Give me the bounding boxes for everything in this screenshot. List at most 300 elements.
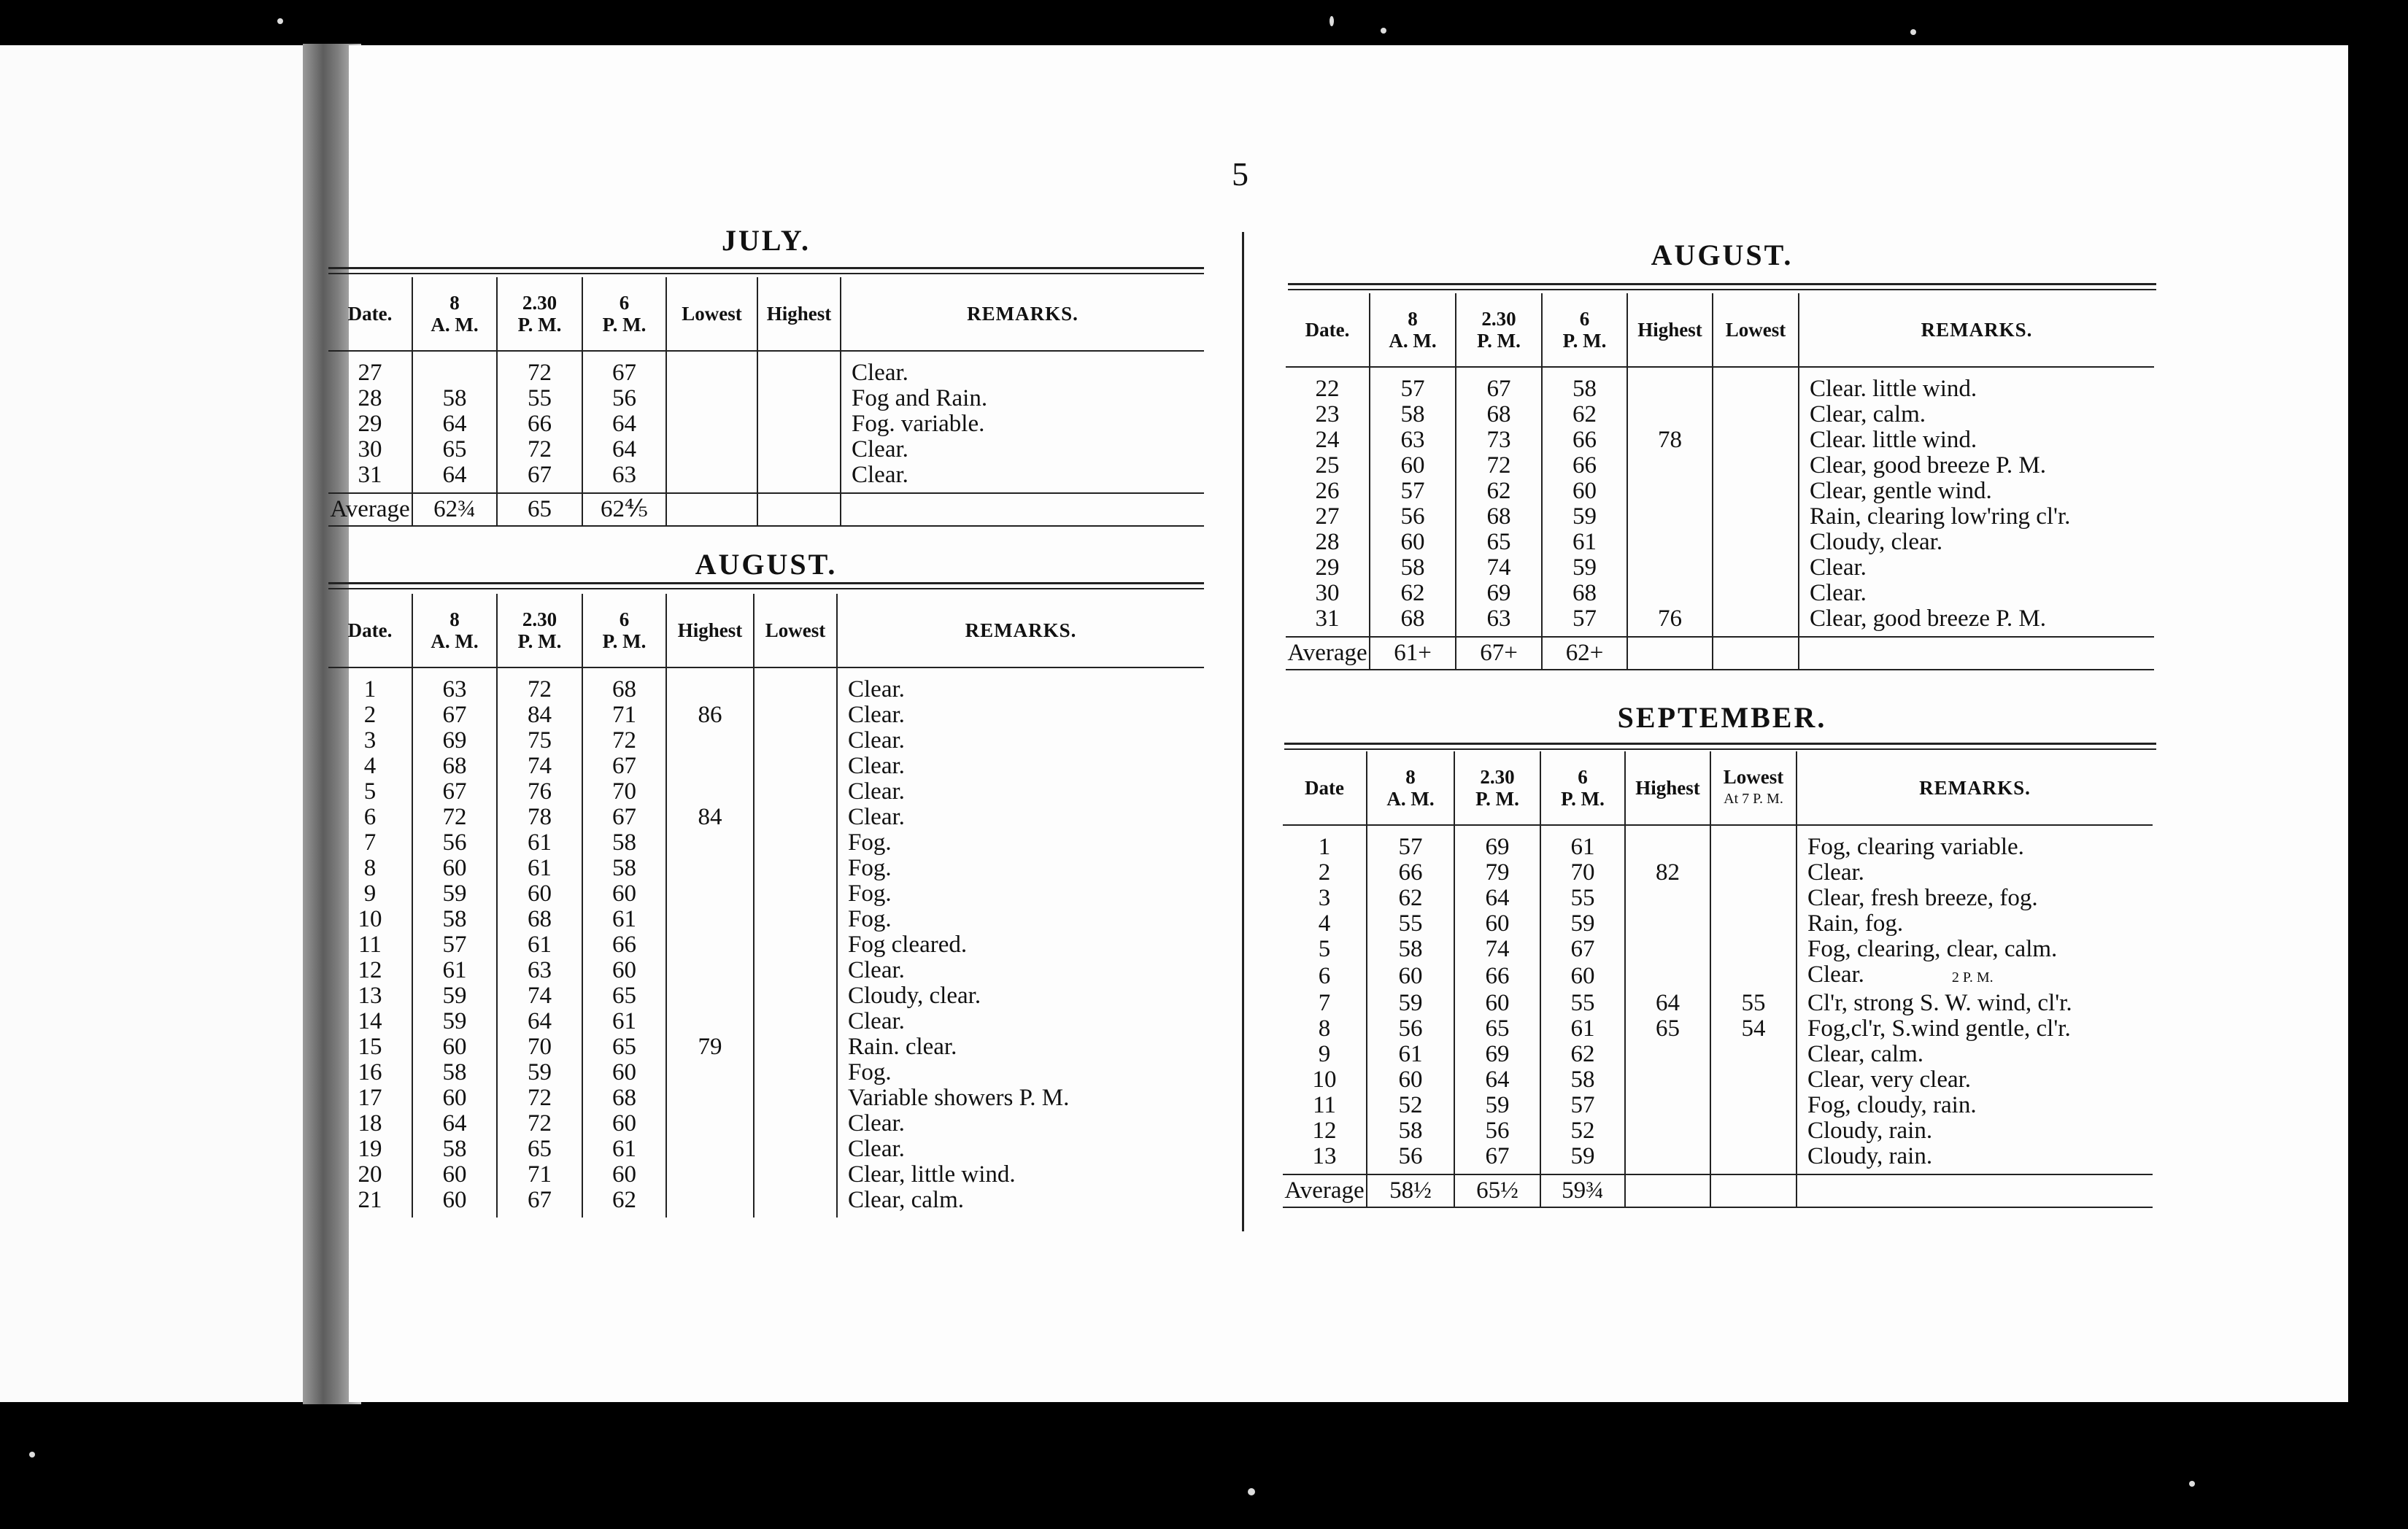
date-cell: 8 xyxy=(1283,1016,1367,1042)
table-row xyxy=(1283,1118,2153,1144)
eve-cell: 68 xyxy=(582,1085,666,1111)
july-grid xyxy=(328,277,1204,527)
c4-cell xyxy=(666,386,757,411)
pm-cell: 72 xyxy=(497,437,582,462)
c5-cell xyxy=(754,856,837,881)
c5-cell xyxy=(1713,427,1799,453)
am-cell: 68 xyxy=(1370,606,1456,637)
average-eve: 62⅘ xyxy=(582,493,666,526)
remarks-cell xyxy=(1797,1118,2153,1144)
am-cell: 59 xyxy=(412,983,497,1009)
table-row xyxy=(328,907,1204,932)
col4-header xyxy=(666,594,754,667)
c5-cell xyxy=(754,1111,837,1137)
c5-cell xyxy=(1713,367,1799,402)
c4-cell xyxy=(1625,1067,1710,1093)
am-cell: 59 xyxy=(412,881,497,907)
am-cell: 60 xyxy=(1370,453,1456,479)
am-cell: 58 xyxy=(412,1137,497,1162)
col5-header xyxy=(754,594,837,667)
remarks-text: Fog cleared. xyxy=(848,932,968,958)
table-row xyxy=(328,1009,1204,1034)
col5-header xyxy=(1713,293,1799,367)
remarks-cell xyxy=(837,1085,1204,1111)
remarks-cell xyxy=(1799,367,2154,402)
am-cell: 58 xyxy=(1367,937,1454,962)
c4-cell xyxy=(1625,1118,1710,1144)
pm-cell: 66 xyxy=(497,411,582,437)
c4-cell xyxy=(666,351,757,386)
remarks-text: Clear. xyxy=(848,957,905,983)
pm-cell: 76 xyxy=(497,779,582,805)
date-cell: 4 xyxy=(328,754,412,779)
pm-header-line1: 2.30 xyxy=(1481,308,1516,330)
date-cell: 21 xyxy=(328,1188,412,1218)
table-row xyxy=(1283,1016,2153,1042)
pm-cell: 67 xyxy=(1456,367,1542,402)
am-cell: 60 xyxy=(1370,530,1456,555)
remarks-cell xyxy=(841,351,1204,386)
am-cell: 62 xyxy=(1367,886,1454,911)
date-cell: 27 xyxy=(1286,504,1370,530)
remarks-cell xyxy=(837,702,1204,728)
pm-cell: 64 xyxy=(497,1009,582,1034)
remarks-text: Clear, good breeze P. M. xyxy=(1810,452,2047,479)
date-cell: 11 xyxy=(1283,1093,1367,1118)
eve-cell: 66 xyxy=(1542,453,1627,479)
eve-cell: 70 xyxy=(582,779,666,805)
eve-cell: 66 xyxy=(582,932,666,958)
eve-cell: 65 xyxy=(582,1034,666,1060)
pm-cell: 72 xyxy=(497,1111,582,1137)
header-row xyxy=(328,277,1204,351)
remarks-text: Fog and Rain. xyxy=(852,385,988,411)
c4-cell xyxy=(666,411,757,437)
table-row xyxy=(328,1137,1204,1162)
eve-cell: 61 xyxy=(1540,1016,1625,1042)
col5-header xyxy=(1710,751,1797,825)
remarks-cell xyxy=(837,907,1204,932)
august-left-title: AUGUST. xyxy=(695,548,838,581)
august-right-rule xyxy=(1288,283,2156,285)
c5-cell xyxy=(1710,1144,1797,1174)
pm-header-line1: 2.30 xyxy=(522,292,557,314)
remarks-text: Fog. xyxy=(848,829,892,856)
pm-cell: 84 xyxy=(497,702,582,728)
c4-cell: 76 xyxy=(1627,606,1713,637)
am-cell: 57 xyxy=(1367,825,1454,860)
c4-cell xyxy=(666,1162,754,1188)
am-cell: 58 xyxy=(1370,555,1456,581)
c4-cell xyxy=(1625,886,1710,911)
date-cell: 15 xyxy=(328,1034,412,1060)
remarks-text: Rain, fog. xyxy=(1807,910,1904,937)
date-cell: 20 xyxy=(328,1162,412,1188)
table-row xyxy=(1283,911,2153,937)
remarks-text: Clear. xyxy=(852,462,908,488)
remarks-cell xyxy=(837,932,1204,958)
c5-cell xyxy=(754,1188,837,1218)
pm-cell: 78 xyxy=(497,805,582,830)
remarks-cell xyxy=(1797,937,2153,962)
c4-cell xyxy=(666,667,754,702)
average-blank xyxy=(666,493,757,526)
pm-cell: 65 xyxy=(497,1137,582,1162)
am-cell: 55 xyxy=(1367,911,1454,937)
remarks-text: Rain. clear. xyxy=(848,1034,957,1060)
table-row xyxy=(328,462,1204,493)
eve-header xyxy=(1542,293,1627,367)
pm-cell: 62 xyxy=(1456,479,1542,504)
c4-cell xyxy=(1625,937,1710,962)
remarks-text: Fog. xyxy=(848,906,892,932)
eve-cell: 67 xyxy=(582,351,666,386)
table-row xyxy=(1286,555,2154,581)
september-title: SEPTEMBER. xyxy=(1617,701,1827,734)
remarks-cell xyxy=(1799,530,2154,555)
eve-cell: 60 xyxy=(582,1060,666,1085)
date-cell: 13 xyxy=(1283,1144,1367,1174)
eve-header-line1: 6 xyxy=(1579,308,1590,330)
eve-header xyxy=(582,594,666,667)
pm-cell: 63 xyxy=(497,958,582,983)
pm-cell: 60 xyxy=(497,881,582,907)
eve-cell: 61 xyxy=(1542,530,1627,555)
remarks-text: Fog,cl'r, S.wind gentle, cl'r. xyxy=(1807,1015,2071,1042)
c5-cell xyxy=(1710,1042,1797,1067)
remarks-text: Clear, very clear. xyxy=(1807,1067,1972,1093)
eve-header-line2: P. M. xyxy=(602,314,647,336)
remarks-text: Clear. xyxy=(852,436,908,462)
c4-cell: 64 xyxy=(1625,991,1710,1016)
table-row xyxy=(328,1111,1204,1137)
am-cell: 68 xyxy=(412,754,497,779)
c4-cell xyxy=(666,1188,754,1218)
c5-cell xyxy=(1713,402,1799,427)
remarks-text: Clear. xyxy=(848,1110,905,1137)
pm-cell: 74 xyxy=(1454,937,1540,962)
table-row xyxy=(1286,367,2154,402)
am-header-line2: A. M. xyxy=(1386,788,1435,810)
date-header-line1: Date. xyxy=(347,303,393,325)
c5-cell xyxy=(1713,453,1799,479)
col5-header-line1: Lowest xyxy=(1725,319,1786,341)
date-cell: 28 xyxy=(1286,530,1370,555)
average-blank xyxy=(1627,637,1713,670)
col4-header-line1: Highest xyxy=(1635,777,1700,799)
eve-cell: 68 xyxy=(582,667,666,702)
eve-cell: 60 xyxy=(1542,479,1627,504)
august-left-rule-2 xyxy=(328,588,1204,589)
remarks-header-line1: REMARKS. xyxy=(967,303,1078,325)
table-row xyxy=(1286,427,2154,453)
pm-cell: 68 xyxy=(1456,402,1542,427)
c4-cell xyxy=(1627,453,1713,479)
c5-cell xyxy=(754,932,837,958)
c4-cell: 65 xyxy=(1625,1016,1710,1042)
remarks-cell xyxy=(841,437,1204,462)
date-cell: 4 xyxy=(1283,911,1367,937)
eve-cell: 70 xyxy=(1540,860,1625,886)
remarks-cell xyxy=(837,728,1204,754)
c5-cell xyxy=(1710,1093,1797,1118)
date-cell: 31 xyxy=(328,462,412,493)
c4-cell xyxy=(1627,555,1713,581)
pm-header xyxy=(497,277,582,351)
table-row xyxy=(1283,886,2153,911)
am-cell: 56 xyxy=(1370,504,1456,530)
am-cell: 56 xyxy=(1367,1016,1454,1042)
am-cell: 64 xyxy=(412,411,497,437)
remarks-cell xyxy=(1799,555,2154,581)
average-blank xyxy=(1799,637,2154,670)
eve-cell: 61 xyxy=(582,1009,666,1034)
average-pm: 67+ xyxy=(1456,637,1542,670)
remarks-text: Clear. xyxy=(848,753,905,779)
august-right-title: AUGUST. xyxy=(1651,239,1794,271)
remarks-text: Clear. xyxy=(848,702,905,728)
eve-cell: 58 xyxy=(1540,1067,1625,1093)
pm-cell: 69 xyxy=(1454,1042,1540,1067)
am-cell: 67 xyxy=(412,702,497,728)
average-row xyxy=(328,493,1204,526)
c5-cell xyxy=(754,1085,837,1111)
date-cell: 28 xyxy=(328,386,412,411)
eve-cell: 55 xyxy=(1540,991,1625,1016)
date-cell: 6 xyxy=(1283,962,1367,991)
september-grid xyxy=(1283,751,2153,1208)
date-header xyxy=(1283,751,1367,825)
c4-cell xyxy=(666,983,754,1009)
table-row xyxy=(1286,606,2154,637)
pm-cell: 65 xyxy=(1456,530,1542,555)
eve-header-line1: 6 xyxy=(619,608,630,630)
remarks-header-line1: REMARKS. xyxy=(1921,319,2033,341)
eve-cell: 59 xyxy=(1542,555,1627,581)
average-eve: 59¾ xyxy=(1540,1174,1625,1207)
am-cell xyxy=(412,351,497,386)
date-cell: 23 xyxy=(1286,402,1370,427)
remarks-text: Cloudy, clear. xyxy=(848,983,981,1009)
date-cell: 31 xyxy=(1286,606,1370,637)
eve-cell: 71 xyxy=(582,702,666,728)
c4-cell: 79 xyxy=(666,1034,754,1060)
date-cell: 12 xyxy=(328,958,412,983)
remarks-cell xyxy=(1799,606,2154,637)
table-row xyxy=(328,386,1204,411)
pm-cell: 68 xyxy=(497,907,582,932)
pm-cell: 59 xyxy=(497,1060,582,1085)
c5-cell xyxy=(1713,479,1799,504)
pm-cell: 72 xyxy=(1456,453,1542,479)
eve-header-line2: P. M. xyxy=(602,630,647,652)
average-label: Average xyxy=(1283,1174,1367,1207)
col4-header xyxy=(1625,751,1710,825)
pm-cell: 59 xyxy=(1454,1093,1540,1118)
remarks-text: Clear, calm. xyxy=(1807,1041,1924,1067)
remarks-text: Clear. xyxy=(848,1136,905,1162)
remarks-cell xyxy=(841,386,1204,411)
average-blank xyxy=(1713,637,1799,670)
remarks-text: Fog, clearing variable. xyxy=(1807,834,2024,860)
pm-cell: 73 xyxy=(1456,427,1542,453)
c5-cell: 55 xyxy=(1710,991,1797,1016)
remarks-text: Cloudy, rain. xyxy=(1807,1118,1933,1144)
eve-cell: 52 xyxy=(1540,1118,1625,1144)
eve-cell: 65 xyxy=(582,983,666,1009)
date-cell: 29 xyxy=(328,411,412,437)
table-row xyxy=(1283,1093,2153,1118)
remarks-cell xyxy=(1797,1144,2153,1174)
c5-cell xyxy=(754,754,837,779)
c4-cell xyxy=(666,1009,754,1034)
am-cell: 59 xyxy=(412,1009,497,1034)
eve-cell: 60 xyxy=(1540,962,1625,991)
col5-header-line1: Highest xyxy=(766,303,832,325)
remarks-text: Clear, good breeze P. M. xyxy=(1810,605,2047,632)
table-row xyxy=(328,805,1204,830)
c5-cell xyxy=(754,830,837,856)
table-row xyxy=(328,1162,1204,1188)
eve-header xyxy=(1540,751,1625,825)
col5-header-line1: Lowest xyxy=(765,619,826,641)
remarks-text: Fog. variable. xyxy=(852,411,985,437)
remarks-cell xyxy=(1797,886,2153,911)
table-row xyxy=(1283,991,2153,1016)
pm-cell: 72 xyxy=(497,667,582,702)
am-cell: 67 xyxy=(412,779,497,805)
average-blank xyxy=(1625,1174,1710,1207)
remarks-text: Clear. xyxy=(1807,961,1864,988)
c5-cell xyxy=(1710,1067,1797,1093)
eve-cell: 59 xyxy=(1540,1144,1625,1174)
date-cell: 30 xyxy=(328,437,412,462)
remarks-text: Fog. xyxy=(848,1059,892,1085)
col5-header xyxy=(757,277,841,351)
am-cell: 60 xyxy=(1367,962,1454,991)
col5-header-line1: Lowest xyxy=(1723,766,1784,788)
date-cell: 10 xyxy=(1283,1067,1367,1093)
table-row xyxy=(328,667,1204,702)
pm-cell: 74 xyxy=(497,983,582,1009)
c4-cell xyxy=(666,881,754,907)
c4-cell xyxy=(666,437,757,462)
header-row xyxy=(1283,751,2153,825)
am-cell: 52 xyxy=(1367,1093,1454,1118)
remarks-cell xyxy=(837,667,1204,702)
c4-cell xyxy=(1627,367,1713,402)
eve-cell: 64 xyxy=(582,437,666,462)
left-page-edge xyxy=(0,45,321,1402)
c4-cell xyxy=(666,1060,754,1085)
pm-header-line2: P. M. xyxy=(517,630,562,652)
eve-cell: 62 xyxy=(1540,1042,1625,1067)
c5-cell xyxy=(1710,860,1797,886)
eve-cell: 57 xyxy=(1542,606,1627,637)
pm-cell: 61 xyxy=(497,830,582,856)
july-rule-2 xyxy=(328,273,1204,274)
am-cell: 64 xyxy=(412,1111,497,1137)
remarks-cell xyxy=(1799,581,2154,606)
average-blank xyxy=(1797,1174,2153,1207)
remarks-cell xyxy=(837,1162,1204,1188)
c5-cell xyxy=(1710,962,1797,991)
pm-header xyxy=(1456,293,1542,367)
c5-cell xyxy=(754,728,837,754)
remarks-cell xyxy=(837,805,1204,830)
july-rule xyxy=(328,267,1204,269)
c4-cell xyxy=(1625,1093,1710,1118)
pm-cell: 71 xyxy=(497,1162,582,1188)
date-cell: 27 xyxy=(328,351,412,386)
eve-cell: 61 xyxy=(582,907,666,932)
c4-cell xyxy=(1625,962,1710,991)
remarks-header xyxy=(841,277,1204,351)
pm-cell: 75 xyxy=(497,728,582,754)
am-cell: 58 xyxy=(412,386,497,411)
table-row xyxy=(328,1060,1204,1085)
c5-cell xyxy=(1710,937,1797,962)
remarks-text: Fog, clearing, clear, calm. xyxy=(1807,936,2058,962)
scan-speck xyxy=(1381,28,1386,34)
remarks-text: Clear. xyxy=(848,676,905,702)
date-cell: 25 xyxy=(1286,453,1370,479)
eve-cell: 56 xyxy=(582,386,666,411)
date-cell: 17 xyxy=(328,1085,412,1111)
pm-cell: 74 xyxy=(1456,555,1542,581)
am-cell: 58 xyxy=(412,1060,497,1085)
c5-cell xyxy=(754,1137,837,1162)
c5-cell xyxy=(1710,1118,1797,1144)
eve-cell: 58 xyxy=(1542,367,1627,402)
c5-cell xyxy=(754,983,837,1009)
am-cell: 72 xyxy=(412,805,497,830)
remarks-cell xyxy=(837,881,1204,907)
september-rule-2 xyxy=(1284,748,2156,750)
pm-cell: 61 xyxy=(497,856,582,881)
date-cell: 6 xyxy=(328,805,412,830)
remarks-text: Clear, calm. xyxy=(848,1187,965,1213)
table-row xyxy=(328,1188,1204,1218)
pm-header xyxy=(1454,751,1540,825)
date-cell: 5 xyxy=(1283,937,1367,962)
remarks-cell xyxy=(1797,860,2153,886)
table-row xyxy=(328,856,1204,881)
table-row xyxy=(1286,530,2154,555)
am-cell: 58 xyxy=(1370,402,1456,427)
am-cell: 58 xyxy=(1367,1118,1454,1144)
remarks-cell xyxy=(837,856,1204,881)
date-header xyxy=(328,594,412,667)
date-cell: 2 xyxy=(328,702,412,728)
table-row xyxy=(328,351,1204,386)
am-cell: 60 xyxy=(412,1162,497,1188)
table-row xyxy=(1283,825,2153,860)
remarks-header xyxy=(837,594,1204,667)
c4-cell xyxy=(1625,1144,1710,1174)
c4-cell xyxy=(666,856,754,881)
remarks-text: Clear. xyxy=(1807,859,1864,886)
eve-header-line2: P. M. xyxy=(1561,788,1605,810)
date-cell: 26 xyxy=(1286,479,1370,504)
eve-cell: 60 xyxy=(582,881,666,907)
date-cell: 8 xyxy=(328,856,412,881)
average-label: Average xyxy=(1286,637,1370,670)
c5-cell xyxy=(754,881,837,907)
average-am: 58½ xyxy=(1367,1174,1454,1207)
c4-cell xyxy=(666,907,754,932)
c4-cell xyxy=(666,958,754,983)
